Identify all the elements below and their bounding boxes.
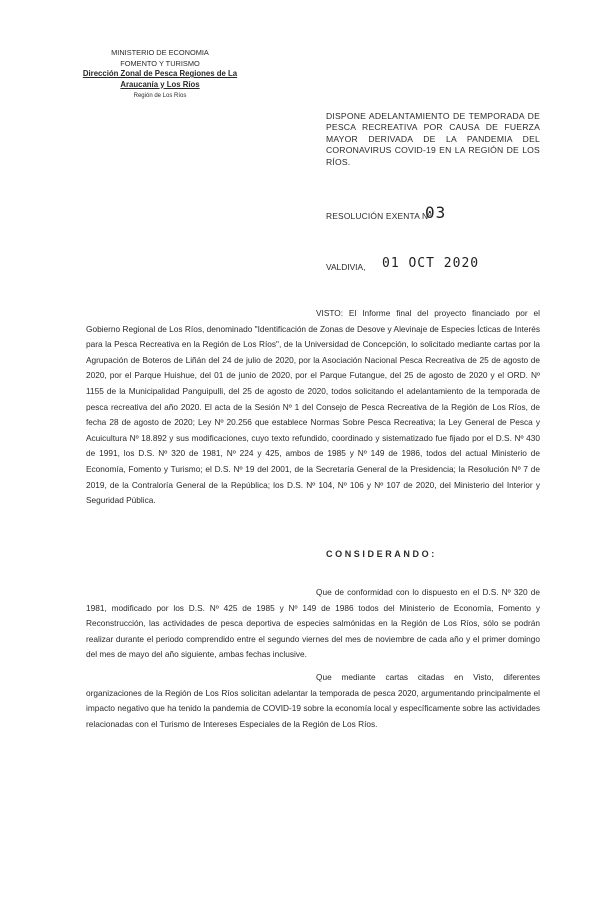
considerando-paragraph-1: Que de conformidad con lo dispuesto en el D.S. Nº 320 de 1981, modificado por los D.S. Nº 425 de 1985 y Nº 149 de 1986 todos del Ministerio de Economía, Fomento y Reconstrucción, las actividades de pesca deportiva de especies salmónidas en la Región de Los Ríos, sólo se podrán realizar durante el periodo comprendido entre el segundo viernes del mes de noviembre de cada año y el primer domingo del mes de mayo del año siguiente, ambas fechas inclusive. (86, 587, 540, 660)
ministry-subname: FOMENTO Y TURISMO (120, 58, 200, 68)
letterhead (70, 48, 250, 102)
considerando-paragraph-2: Que mediante cartas citadas en Visto, diferentes organizaciones de la Región de Los Ríos solicitan adelantar la temporada de pesca 2020, argumentando principalmente el impacto negativo que ha tenido la pandemia de COVID-19 sobre la economía local y específicamente sobre las actividades relacionadas con el Turismo de Intereses Especiales de la Región de Los Ríos. (86, 672, 540, 729)
resolution-subject: DISPONE ADELANTAMIENTO DE TEMPORADA DE PESCA RECREATIVA POR CAUSA DE FUERZA MAYOR DERIVADA DE LA PANDEMIA DEL CORONAVIRUS COVID-19 EN LA REGIÓN DE LOS RÍOS. (326, 111, 540, 167)
date-stamp: 01 OCT 2020 (382, 256, 480, 271)
place-city: VALDIVIA, (326, 262, 366, 272)
directorate-region: Araucanía y Los Ríos (120, 79, 200, 89)
ministry-name: MINISTERIO DE ECONOMIA (111, 48, 209, 57)
directorate-name: Dirección Zonal de Pesca Regiones de La (82, 69, 238, 78)
region-name: Región de Los Ríos (133, 93, 187, 99)
resolution-label: RESOLUCIÓN EXENTA Nº (326, 211, 432, 221)
considerando-heading: CONSIDERANDO: (326, 549, 437, 559)
visto-paragraph: VISTO: El Informe final del proyecto financiado por el Gobierno Regional de Los Ríos, denominado "Identificación de Zonas de Desove y Alevinaje de Especies Ícticas de Interés para la Pesca Recreativa en la Región de Los Ríos", de la Universidad de Concepción, lo solicitado mediante cartas por la Agrupación de Boteros de Liñán del 24 de julio de 2020, por la Asociación Nacional Pesca Recreativa de 25 de agosto de 2020, por el Parque Huishue, del 01 de junio de 2020, por el Parque Futangue, del 25 de agosto de 2020 y el ORD. Nº 1155 de la Municipalidad Panguipulli, del 25 de agosto de 2020, todos solicitando el adelantamiento de la temporada de pesca recreativa del año 2020. El acta de la Sesión Nº 1 del Consejo de Pesca Recreativa de la Región de Los Ríos, de fecha 28 de agosto de 2020; Ley Nº 20.256 que establece Normas Sobre Pesca Recreativa; la Ley General de Pesca y Acuicultura Nº 18.892 y sus modificaciones, cuyo texto refundido, coordinado y sistematizado fue fijado por el D.S. Nº 430 de 1991, los D.S. Nº 320 de 1981, Nº 224 y 425, ambos de 1985 y Nº 149 de 1986, todos del actual Ministerio de Economía, Fomento y Turismo; el D.S. Nº 19 del 2001, de la Secretaría General de la Presidencia; la Resolución Nº 7 de 2019, de la Contraloría General de la República; los D.S. Nº 104, Nº 106 y Nº 107 de 2020, del Ministerio del Interior y Seguridad Pública. (86, 308, 540, 506)
resolution-number: 03 (425, 203, 447, 222)
